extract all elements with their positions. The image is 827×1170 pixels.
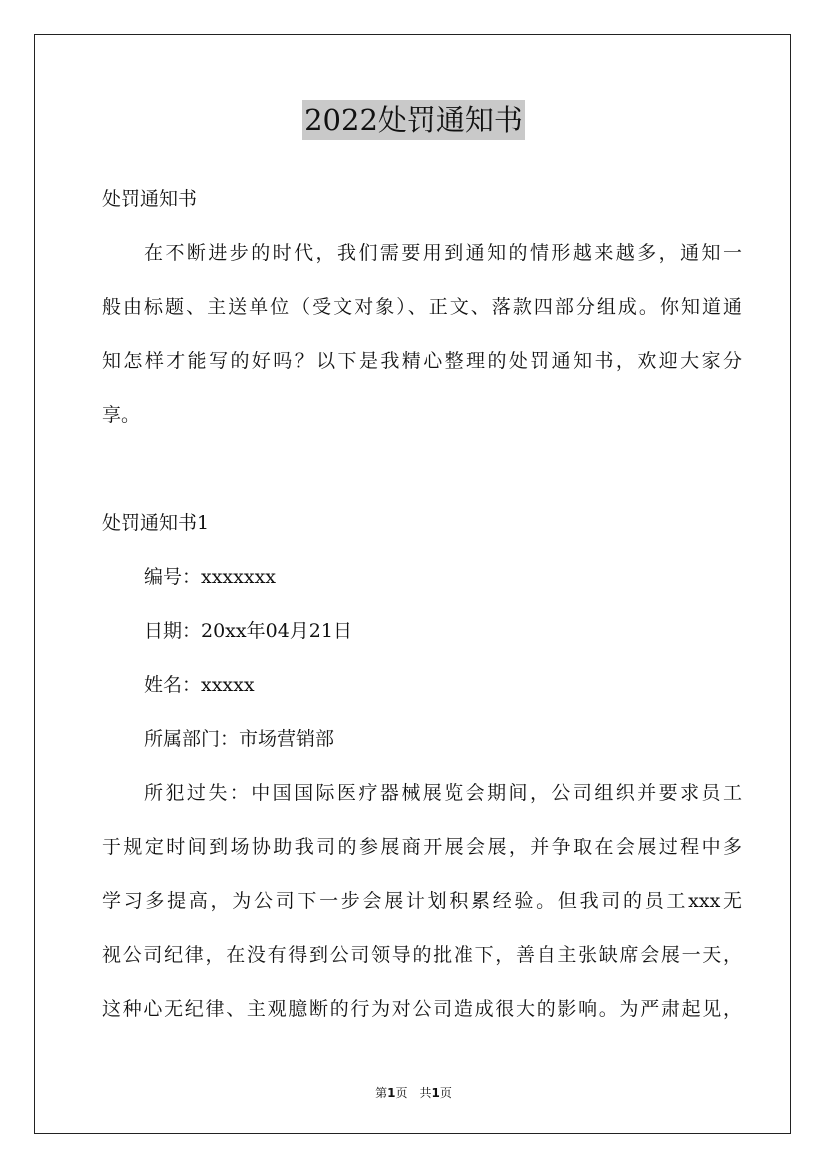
offense-line-5: 这种心无纪律、主观臆断的行为对公司造成很大的影响。为严肃起见， <box>102 998 742 1020</box>
offense-line-3: 学习多提高，为公司下一步会展计划积累经验。但我司的员工xxx无 <box>102 890 742 912</box>
intro-line-1: 在不断进步的时代，我们需要用到通知的情形越来越多，通知一 <box>144 242 742 264</box>
field-name: 姓名：xxxxx <box>144 674 255 696</box>
footer-page-current: 1 <box>387 1086 396 1100</box>
intro-line-3: 知怎样才能写的好吗？以下是我精心整理的处罚通知书，欢迎大家分 <box>102 350 742 372</box>
footer-mid: 页 共 <box>395 1086 432 1100</box>
offense-line-1: 所犯过失：中国国际医疗器械展览会期间，公司组织并要求员工 <box>144 782 742 804</box>
offense-line-4: 视公司纪律，在没有得到公司领导的批准下，善自主张缺席会展一天， <box>102 944 742 966</box>
footer-page-total: 1 <box>431 1086 440 1100</box>
intro-line-2: 般由标题、主送单位（受文对象）、正文、落款四部分组成。你知道通 <box>102 296 742 318</box>
section-heading: 处罚通知书 <box>102 188 198 210</box>
field-number: 编号：xxxxxxx <box>144 566 277 588</box>
field-date: 日期：20xx年04月21日 <box>144 620 352 642</box>
title-container <box>0 100 827 140</box>
footer-prefix: 第 <box>375 1086 388 1100</box>
document-title: 2022处罚通知书 <box>302 100 525 140</box>
field-department: 所属部门：市场营销部 <box>144 728 335 750</box>
footer-suffix: 页 <box>439 1086 452 1100</box>
intro-line-4: 享。 <box>102 404 141 426</box>
page-footer <box>0 1084 827 1101</box>
offense-line-2: 于规定时间到场协助我司的参展商开展会展，并争取在会展过程中多 <box>102 836 742 858</box>
blank-line <box>102 442 742 496</box>
document-body <box>102 172 742 1036</box>
notice-1-heading: 处罚通知书1 <box>102 512 210 534</box>
